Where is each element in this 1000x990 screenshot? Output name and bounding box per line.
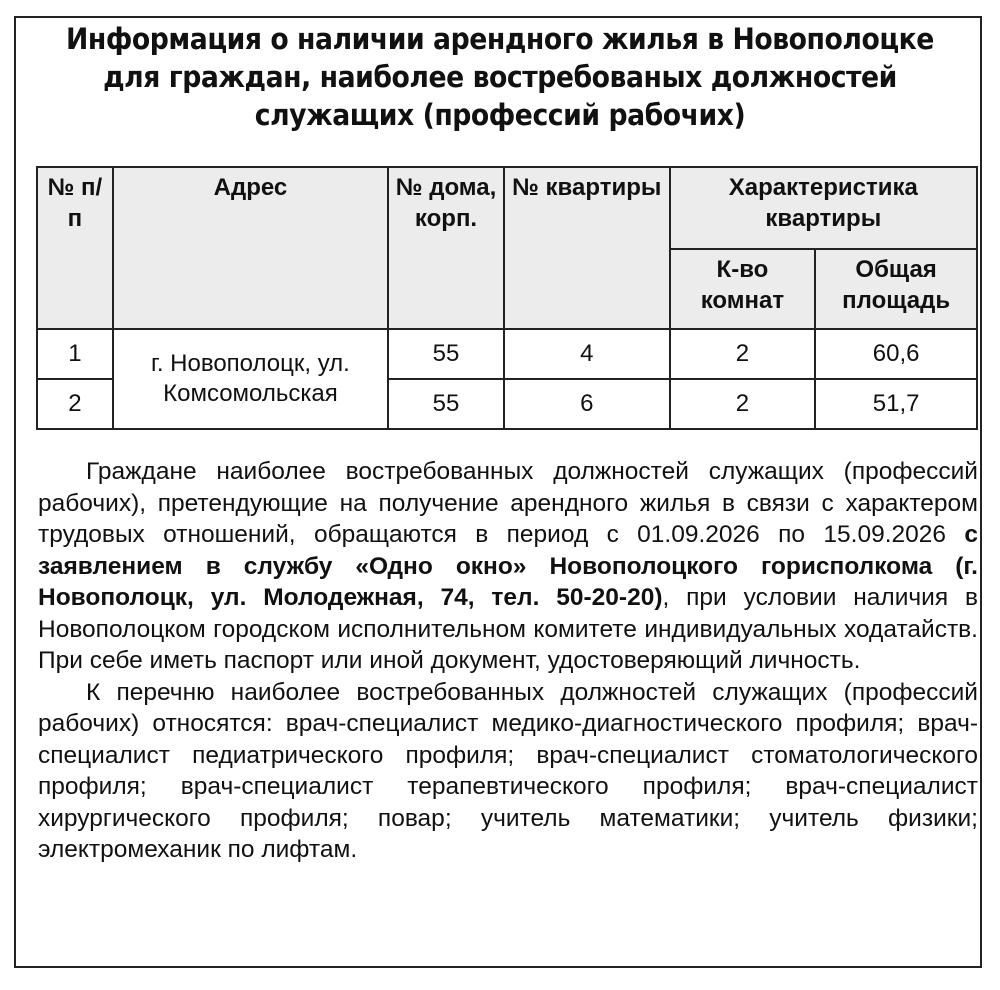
header-rooms: К-во комнат: [670, 249, 816, 329]
row-area: 51,7: [815, 379, 977, 429]
paragraph-professions: К перечню наиболее востребованных должностей служащих (профессий рабочих) относятся: врач-специалист медико-диагностического профиля; врач-специалист педиатрического профиля; врач-специалист стоматологического профиля; врач-специалист терапевтического профиля; врач-специалист хирургического профиля; повар; учитель математики; учитель физики; электромеханик по лифтам.: [38, 678, 978, 863]
row-rooms: 2: [670, 379, 816, 429]
paragraph-rest: , при условии наличия в Новополоцком городском исполнительном комитете индивидуальных ходатайств. При себе иметь паспорт или иной документ, удостоверяющий личность.: [38, 584, 978, 674]
paragraph-contact-bold: с заявлением в службу «Одно окно» Новополоцкого горисполкома (г. Новополоцк, ул. Молодежная, 74, тел. 50-20-20): [38, 521, 978, 611]
header-apartment: № квартиры: [504, 167, 670, 329]
row-area: 60,6: [815, 329, 977, 379]
row-apartment: 4: [504, 329, 670, 379]
header-house: № дома, корп.: [388, 167, 504, 329]
row-house: 55: [388, 379, 504, 429]
header-characteristics: Характеристика квартиры: [670, 167, 977, 249]
row-house: 55: [388, 329, 504, 379]
paragraph-application: [38, 456, 978, 677]
table-row: [37, 329, 977, 379]
paragraph-intro: Граждане наиболее востребованных должностей служащих (профессий рабочих), претендующие на получение арендного жилья в связи с характером трудовых отношений, обращаются в период с 01.09.2026 по 15.09.2026: [38, 458, 978, 548]
document-title: Информация о наличии арендного жилья в Новополоцке для граждан, наиболее востребованых должностей служащих (профессий рабочих): [66, 22, 934, 132]
row-apartment: 6: [504, 379, 670, 429]
row-num: 1: [37, 329, 113, 379]
row-rooms: 2: [670, 329, 816, 379]
body-text: [38, 456, 978, 866]
row-address: г. Новополоцк, ул. Комсомольская: [113, 329, 388, 429]
header-num: № п/п: [37, 167, 113, 329]
header-address: Адрес: [113, 167, 388, 329]
housing-table: [36, 166, 978, 430]
row-num: 2: [37, 379, 113, 429]
header-area: Общая площадь: [815, 249, 977, 329]
